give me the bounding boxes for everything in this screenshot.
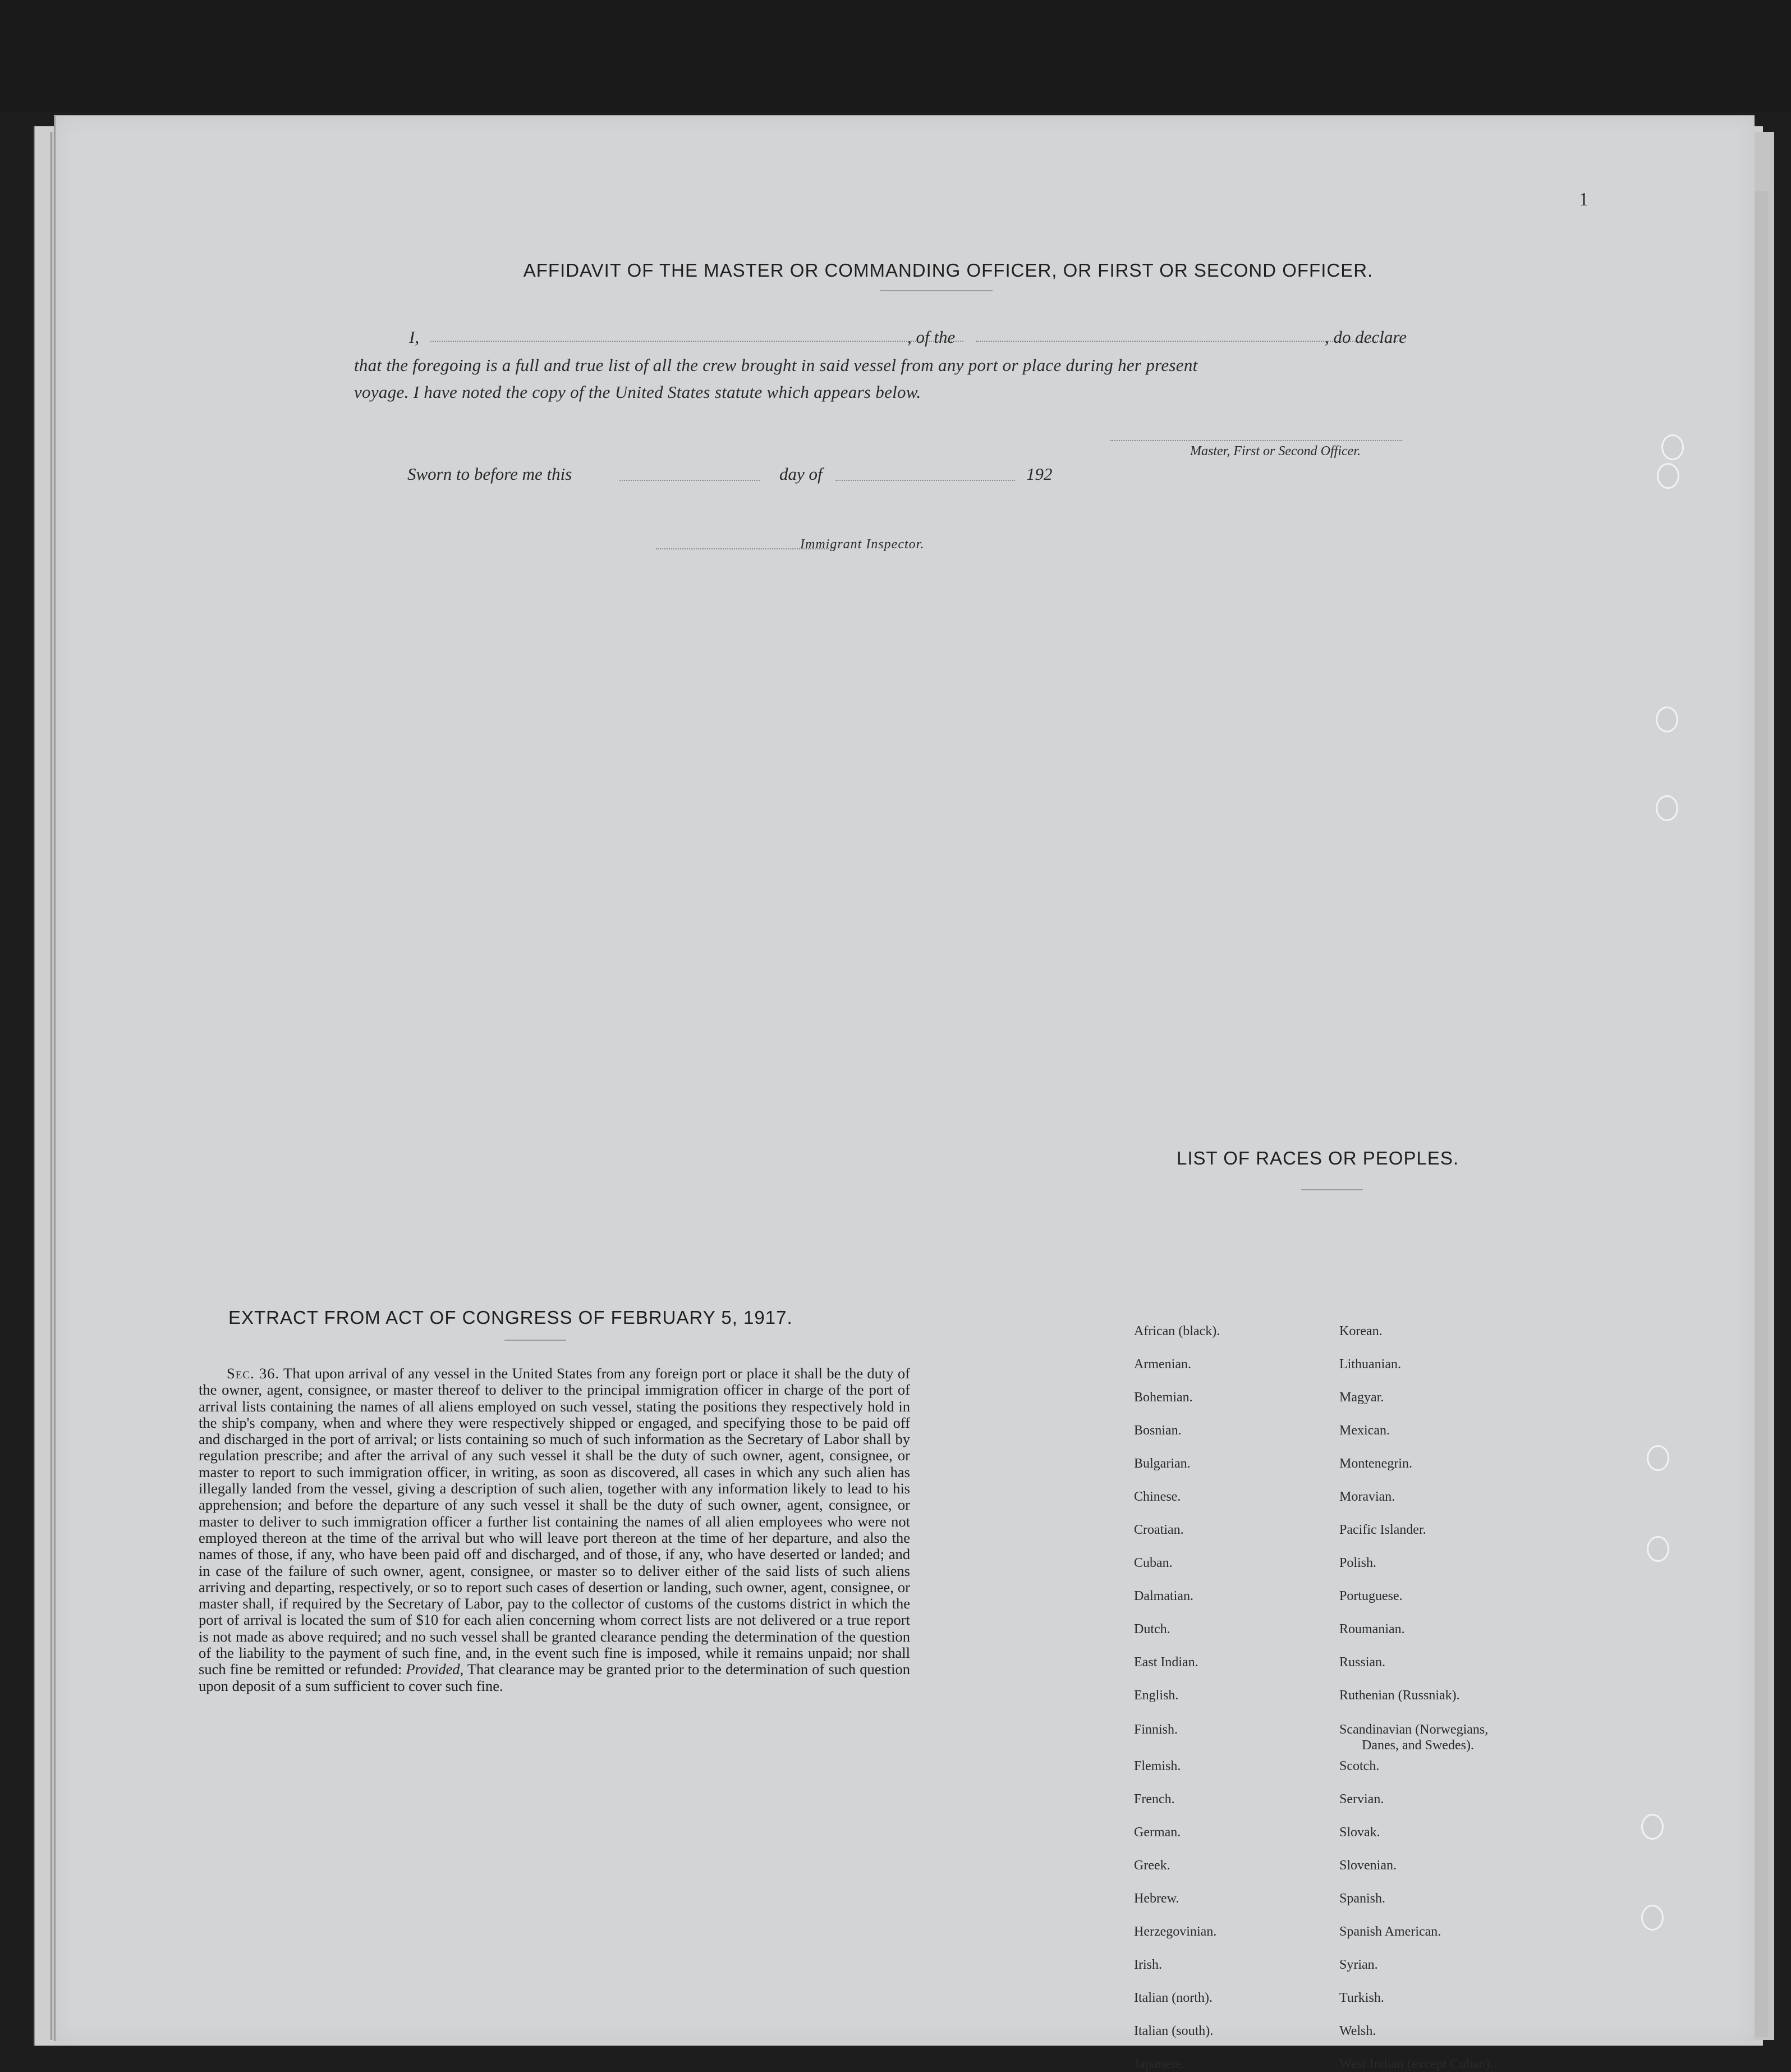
section-label: Sec. 36. [227, 1365, 280, 1382]
inspector-label: Immigrant Inspector. [800, 537, 925, 552]
affidavit-line3: voyage. I have noted the copy of the United States statute which appears below. [354, 382, 921, 402]
race-item: Scandinavian (Norwegians, [1339, 1722, 1489, 1737]
extract-title: EXTRACT FROM ACT OF CONGRESS OF FEBRUARY 5, 1917. [228, 1307, 793, 1328]
race-item: West Indian (except Cuban). [1339, 2057, 1493, 2071]
race-item: Servian. [1339, 1792, 1384, 1807]
provided-term: Provided, [406, 1661, 464, 1678]
races-title: LIST OF RACES OR PEOPLES. [1177, 1148, 1459, 1168]
race-item: Spanish. [1339, 1891, 1386, 1906]
race-item: Russian. [1339, 1655, 1386, 1670]
race-item: Finnish. [1134, 1722, 1178, 1737]
race-item: Flemish. [1134, 1759, 1181, 1773]
race-item: German. [1134, 1825, 1181, 1840]
race-item: Syrian. [1339, 1958, 1378, 1972]
binder-hole [1656, 795, 1678, 821]
race-item: Portuguese. [1339, 1589, 1403, 1603]
race-item: Welsh. [1339, 2024, 1376, 2038]
page-mark: 1 [1579, 189, 1588, 210]
race-item: Polish. [1339, 1556, 1377, 1570]
race-item: Mexican. [1339, 1423, 1390, 1438]
race-item: French. [1134, 1792, 1175, 1807]
race-item: Bohemian. [1134, 1390, 1193, 1405]
race-item: Slovenian. [1339, 1858, 1397, 1873]
affidavit-declare: , do declare [1325, 327, 1407, 347]
statute-text [199, 1365, 910, 1694]
year-text: 192 [1026, 464, 1053, 484]
divider [504, 1340, 566, 1341]
race-item: Bulgarian. [1134, 1456, 1191, 1471]
binder-hole [1641, 1814, 1664, 1840]
race-item: Moravian. [1339, 1489, 1395, 1504]
affidavit-line2: that the foregoing is a full and true list of all the crew brought in said vessel from any port or place during her present [354, 355, 1198, 375]
race-item: Magyar. [1339, 1390, 1384, 1405]
race-item: Spanish American. [1339, 1924, 1441, 1939]
race-item: Dalmatian. [1134, 1589, 1193, 1603]
master-signature-blank[interactable] [1110, 440, 1402, 441]
binder-hole [1661, 434, 1684, 460]
race-item: Montenegrin. [1339, 1456, 1412, 1471]
race-item: Italian (north). [1134, 1991, 1213, 2005]
master-label: Master, First or Second Officer. [1190, 444, 1361, 459]
race-item: Dutch. [1134, 1622, 1170, 1636]
race-item: Korean. [1339, 1324, 1383, 1338]
race-item: Cuban. [1134, 1556, 1173, 1570]
affidavit-i: I, [409, 327, 420, 347]
race-item: Bosnian. [1134, 1423, 1182, 1438]
race-item: Japanese. [1134, 2057, 1186, 2071]
race-item: Italian (south). [1134, 2024, 1214, 2038]
binder-hole [1647, 1445, 1669, 1471]
affidavit-title: AFFIDAVIT OF THE MASTER OR COMMANDING OFFICER, OR FIRST OR SECOND OFFICER. [523, 260, 1374, 281]
race-item: Greek. [1134, 1858, 1170, 1873]
race-item: Ruthenian (Russniak). [1339, 1688, 1460, 1703]
document-page [54, 115, 1755, 2071]
race-item: English. [1134, 1688, 1179, 1703]
day-blank[interactable] [619, 480, 760, 481]
sworn-text: Sworn to before me this [407, 464, 572, 484]
race-item: Roumanian. [1339, 1622, 1405, 1636]
race-item: Lithuanian. [1339, 1357, 1401, 1372]
race-item: Irish. [1134, 1958, 1162, 1972]
race-item: African (black). [1134, 1324, 1220, 1338]
race-item: Scotch. [1339, 1759, 1380, 1773]
binder-hole [1657, 463, 1679, 489]
binder-hole [1641, 1905, 1664, 1931]
scan-background [0, 0, 1791, 112]
binder-hole [1656, 707, 1678, 732]
race-item: Danes, and Swedes). [1362, 1738, 1474, 1753]
statute-body: That upon arrival of any vessel in the United States from any foreign port or place it shall be the duty of the owner, agent, consignee, or master thereof to deliver to the principal immigration officer in charge of the port of arrival lists containing the names of all aliens employed on such vessel, stating the positions they respectively hold in the ship's company, when and where they were respectively shipped or engaged, and specifying those to be paid off and discharged in the port of arrival; or lists containing so much of such information as the Secretary of Labor shall by regulation prescribe; and after the arrival of any such vessel it shall be the duty of such owner, agent, consignee, or master to report to such immigration officer, in writing, as soon as discovered, all cases in which any such alien has illegally landed from the vessel, giving a description of such alien, together with any information likely to lead to his apprehension; and before the departure of any such vessel it shall be the duty of such owner, agent, consignee, or master to deliver to such immigration officer a further list containing the names of all alien employees who were not employed thereon at the time of the arrival but who will leave port thereon at the time of her departure, and also the names of those, if any, who have been paid off and discharged, and of those, if any, who have deserted or landed; and in case of the failure of such owner, agent, consignee, or master so to deliver either of the said lists of such aliens arriving and departing, respectively, or so to report such cases of desertion or landing, such owner, agent, consignee, or master shall, if required by the Secretary of Labor, pay to the collector of customs of the customs district in which the port of arrival is located the sum of $10 for each alien concerning whom correct lists are not delivered or a true report is not made as above required; and no such vessel shall be granted clearance pending the determination of the question of the liability to the payment of such fine, and, in the event such fine is imposed, while it remains unpaid; nor shall such fine be remitted or refunded: [199, 1365, 910, 1678]
race-item: East Indian. [1134, 1655, 1198, 1670]
name-blank[interactable] [430, 341, 963, 342]
race-item: Slovak. [1339, 1825, 1380, 1840]
divider [880, 290, 993, 291]
race-item: Turkish. [1339, 1991, 1384, 2005]
race-item: Herzegovinian. [1134, 1924, 1217, 1939]
binder-hole [1647, 1536, 1669, 1562]
race-item: Chinese. [1134, 1489, 1181, 1504]
affidavit-of-the: , of the [907, 327, 956, 347]
day-of-text: day of [779, 464, 823, 484]
race-item: Croatian. [1134, 1523, 1184, 1537]
race-item: Pacific Islander. [1339, 1523, 1426, 1537]
month-blank[interactable] [835, 480, 1015, 481]
statute-body-end: That clearance may be granted prior to the determination of such question upon deposit of a sum sufficient to cover such fine. [199, 1661, 910, 1694]
divider [1301, 1189, 1363, 1190]
race-item: Hebrew. [1134, 1891, 1179, 1906]
race-item: Armenian. [1134, 1357, 1191, 1372]
